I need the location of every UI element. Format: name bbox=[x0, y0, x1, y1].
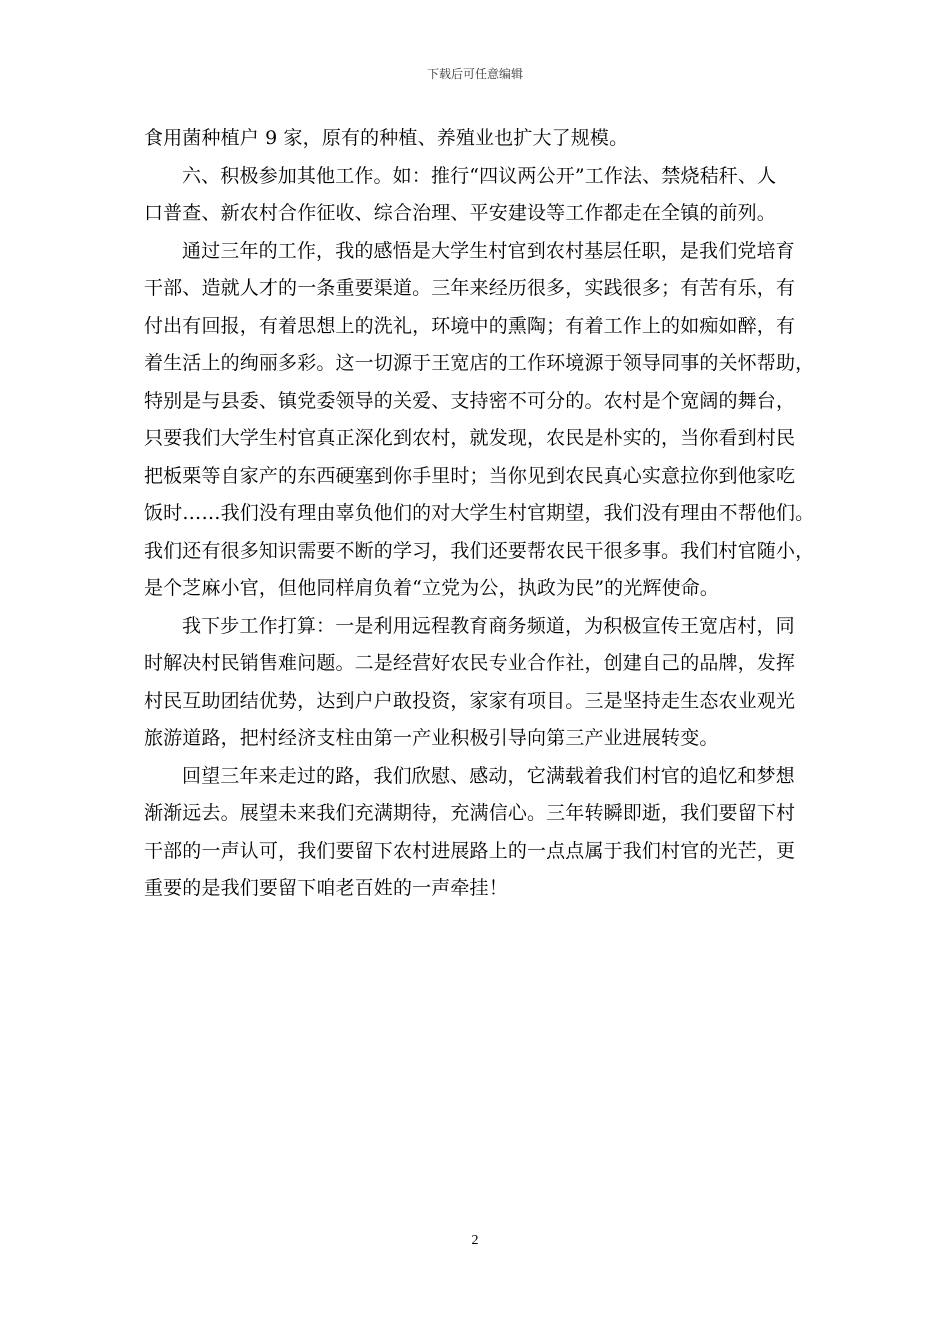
paragraph-first-line: 六、积极参加其他工作。如：推行“四议两公开”工作法、禁烧秸秆、人 bbox=[182, 164, 777, 187]
paragraph-first-line: 通过三年的工作，我的感悟是大学生村官到农村基层任职，是我们党培育 bbox=[182, 239, 795, 262]
text-line: 特别是与县委、镇党委领导的关爱、支持密不可分的。农村是个宽阔的舞台， bbox=[144, 389, 796, 412]
text-line: 把板栗等自家产的东西硬塞到你手里时；当你见到农民真心实意拉你到他家吃 bbox=[144, 464, 796, 487]
text-line: 只要我们大学生村官真正深化到农村，就发现，农民是朴实的，当你看到村民 bbox=[144, 427, 796, 449]
text-line: 干部的一声认可，我们要留下农村进展路上的一点点属于我们村官的光芒，更 bbox=[144, 839, 796, 862]
page-number: 2 bbox=[471, 1233, 479, 1248]
paragraph-first-line: 回望三年来走过的路，我们欣慰、感动，它满载着我们村官的追忆和梦想 bbox=[182, 764, 795, 787]
text-line: 重要的是我们要留下咱老百姓的一声牵挂！ bbox=[144, 877, 508, 899]
page-header: 下载后可任意编辑 bbox=[426, 67, 523, 81]
text-line: 旅游道路，把村经济支柱由第一产业积极引导向第三产业进展转变。 bbox=[144, 727, 719, 749]
text-line: 食用菌种植户 9 家，原有的种植、养殖业也扩大了规模。 bbox=[144, 127, 629, 149]
paragraph-first-line: 我下步工作打算：一是利用远程教育商务频道，为积极宣传王宽店村，同 bbox=[182, 614, 795, 637]
text-line: 着生活上的绚丽多彩。这一切源于王宽店的工作环境源于领导同事的关怀帮助， bbox=[144, 352, 815, 374]
text-line: 饭时……我们没有理由辜负他们的对大学生村官期望，我们没有理由不帮他们。 bbox=[144, 502, 815, 524]
text-line: 口普查、新农村合作征收、综合治理、平安建设等工作都走在全镇的前列。 bbox=[144, 202, 776, 224]
text-line: 村民互助团结优势，达到户户敢投资，家家有项目。三是坚持走生态农业观光 bbox=[144, 689, 796, 712]
text-line: 时解决村民销售难问题。二是经营好农民专业合作社，创建自己的品牌，发挥 bbox=[144, 652, 796, 674]
text-line: 干部、造就人才的一条重要渠道。三年来经历很多，实践很多；有苦有乐，有 bbox=[144, 277, 796, 299]
text-line: 渐渐远去。展望未来我们充满期待，充满信心。三年转瞬即逝，我们要留下村 bbox=[144, 802, 796, 824]
text-line: 是个芝麻小官，但他同样肩负着“立党为公，执政为民”的光辉使命。 bbox=[144, 577, 720, 599]
document-body bbox=[144, 120, 815, 908]
text-line: 我们还有很多知识需要不断的学习，我们还要帮农民干很多事。我们村官随小， bbox=[144, 539, 815, 562]
text-line: 付出有回报，有着思想上的洗礼，环境中的熏陶；有着工作上的如痴如醉，有 bbox=[144, 314, 796, 337]
